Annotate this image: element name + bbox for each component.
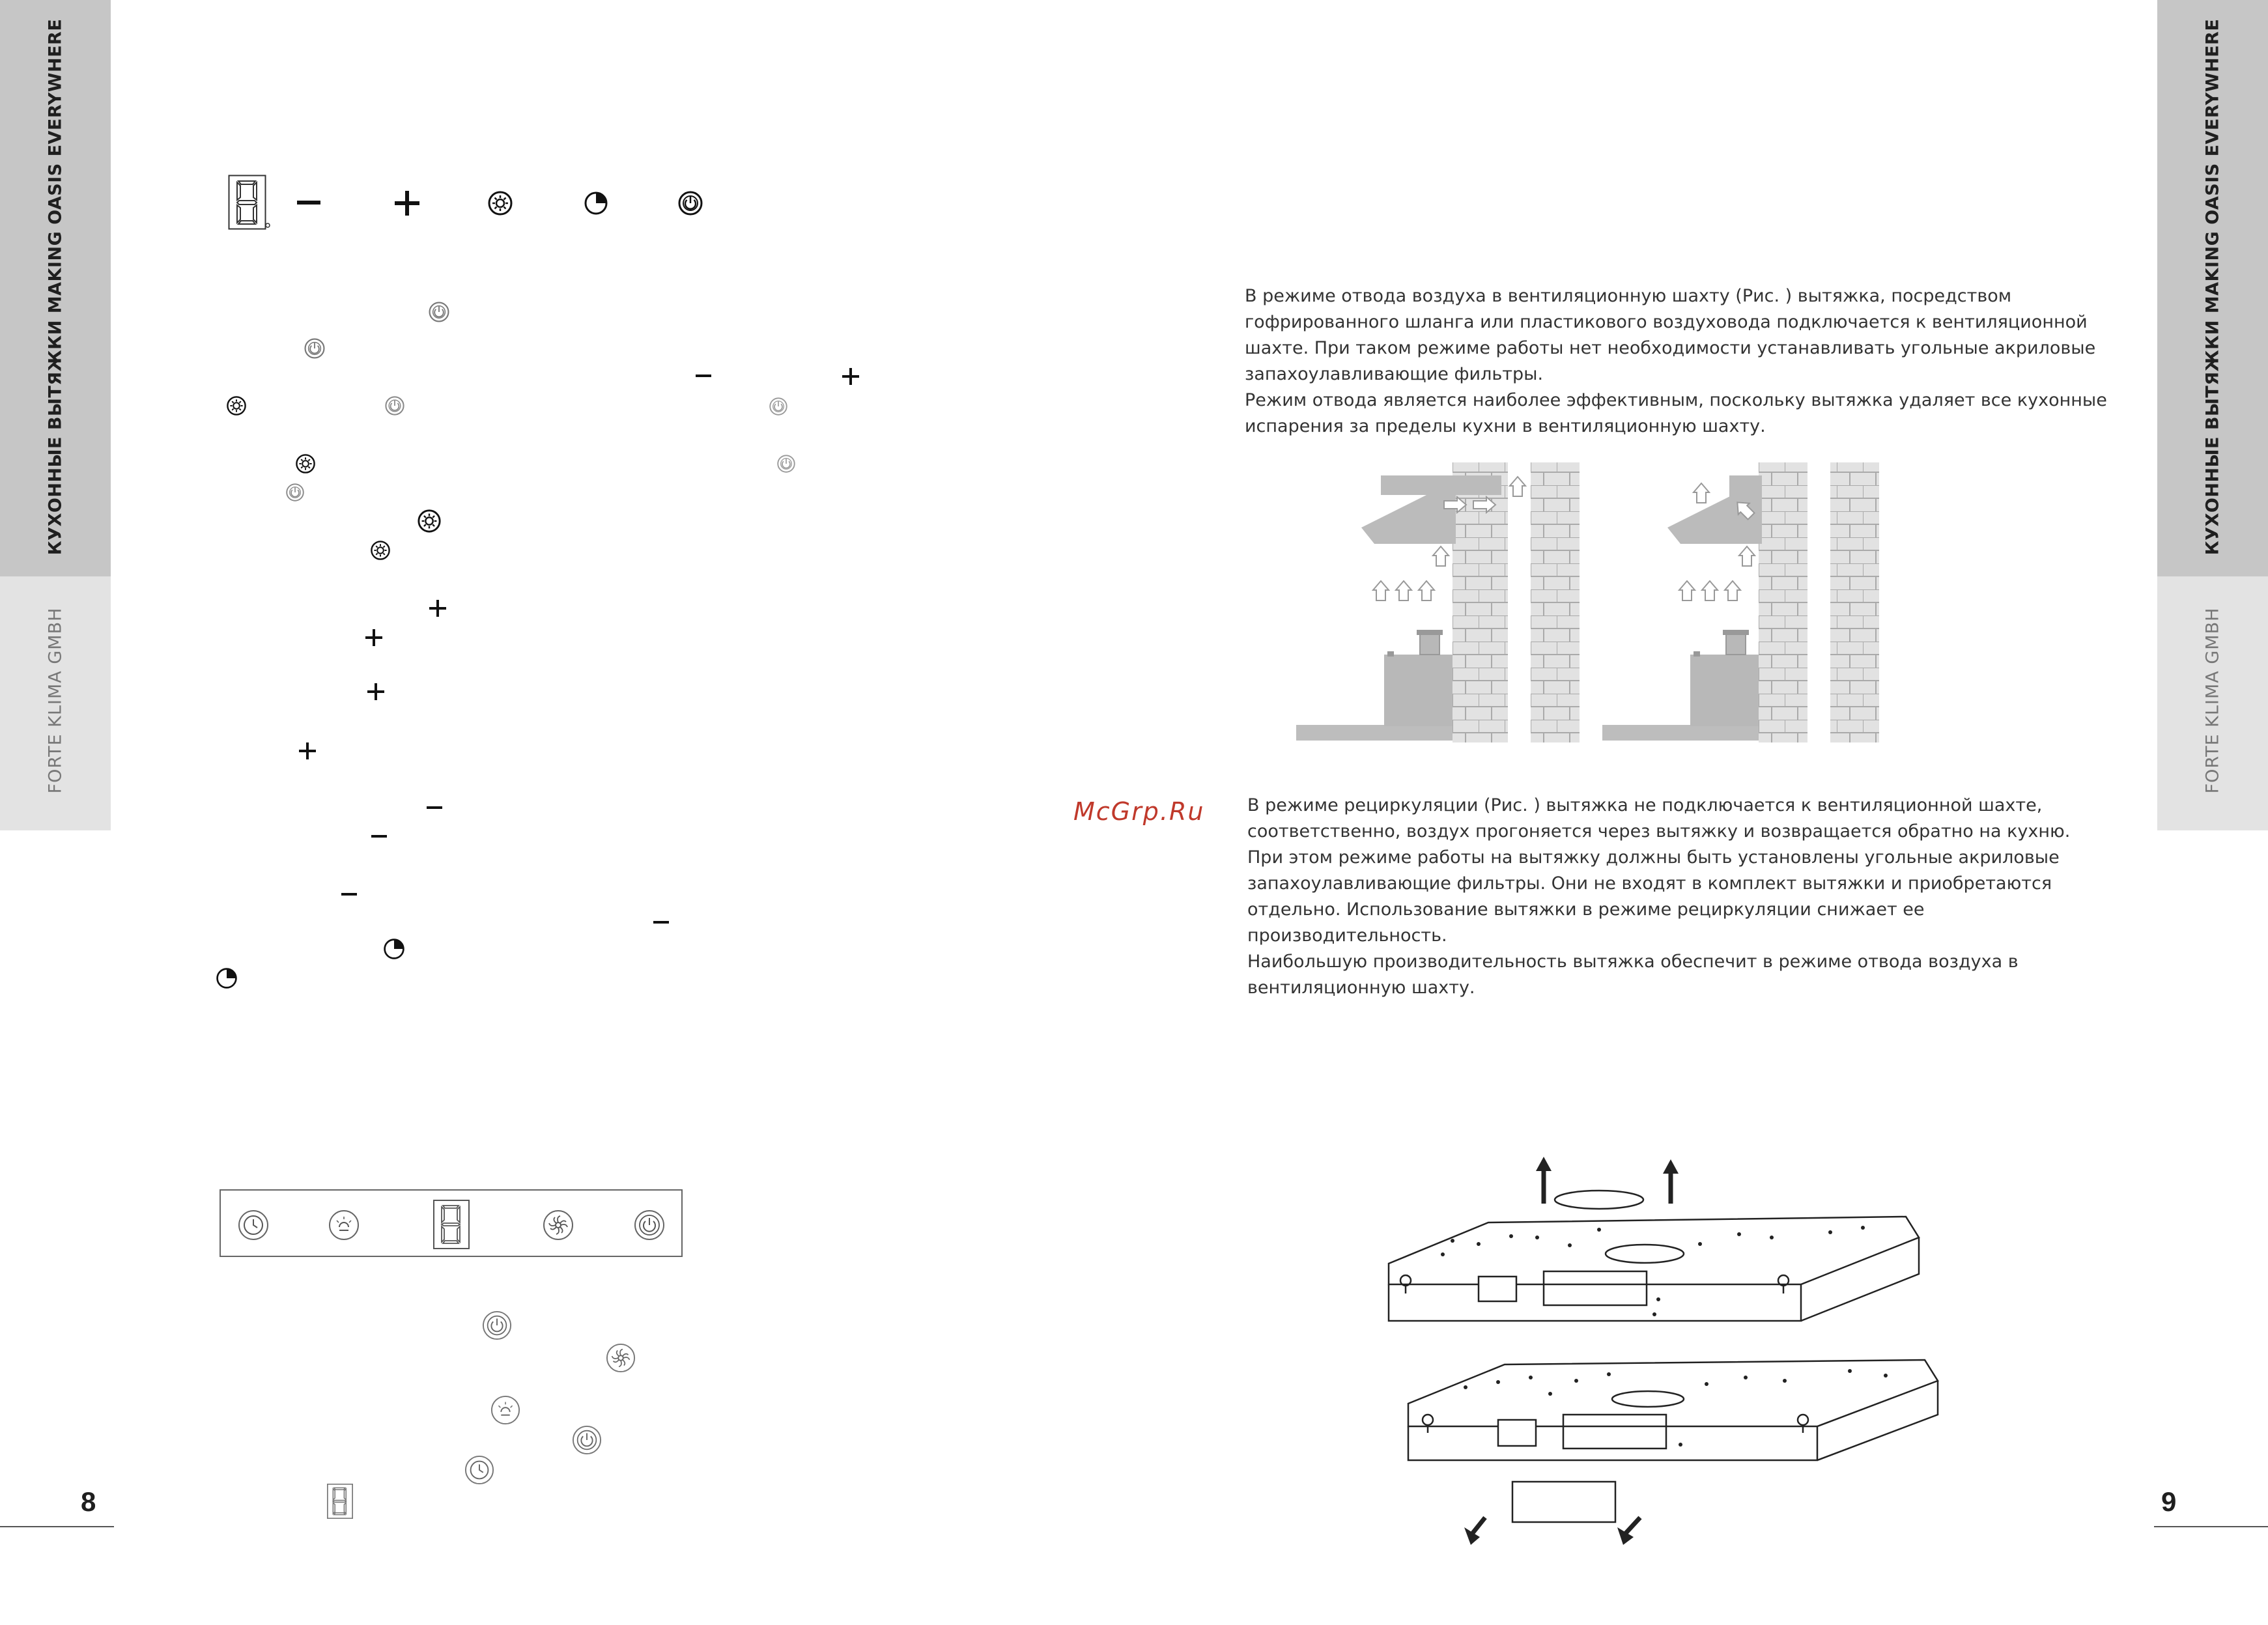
- light-icon: [328, 1209, 360, 1241]
- text-line: гофрированного шланга или пластикового воздуховода подключается к вентиляционной: [1245, 312, 2088, 332]
- light-icon: [295, 453, 316, 474]
- plus-icon: [299, 742, 316, 759]
- recirculation-mode-text: [1247, 793, 2127, 1001]
- text-line: испарения за пределы кухни в вентиляционную шахту.: [1245, 416, 1766, 436]
- text-line: производительность.: [1247, 926, 1447, 946]
- right-page-rule: [2154, 1526, 2268, 1527]
- power-icon: [677, 190, 703, 216]
- light-icon: [370, 540, 391, 561]
- text-line: шахте. При таком режиме работы нет необходимости устанавливать угольные акриловые: [1245, 338, 2096, 358]
- left-page-rule: [0, 1526, 114, 1527]
- seven-segment-display-icon: [327, 1484, 353, 1519]
- left-page-number: 8: [81, 1486, 96, 1517]
- power-icon: [482, 1310, 512, 1340]
- power-icon: [304, 337, 326, 360]
- plus-icon: [395, 191, 419, 216]
- minus-icon: [341, 893, 358, 897]
- power-icon: [572, 1425, 602, 1455]
- watermark: McGrp.Ru: [1073, 797, 1205, 826]
- power-icon: [776, 454, 796, 473]
- left-sidebar-title: КУХОННЫЕ ВЫТЯЖКИ MAKING OASIS EVERYWHERE: [45, 18, 66, 556]
- minus-icon: [427, 806, 444, 810]
- fan-icon: [606, 1343, 636, 1373]
- light-icon: [226, 395, 247, 416]
- light-icon: [417, 509, 442, 533]
- power-icon: [428, 301, 450, 323]
- minus-icon: [371, 835, 388, 839]
- power-icon: [384, 395, 405, 416]
- timer-icon: [215, 967, 238, 990]
- hood-outlet-diagram: [1381, 1153, 1954, 1557]
- fan-icon: [543, 1209, 574, 1241]
- light-icon: [490, 1395, 520, 1425]
- power-icon: [285, 483, 305, 502]
- seven-segment-display-icon: [228, 175, 271, 231]
- timer-icon: [382, 937, 406, 961]
- plus-icon: [429, 600, 446, 617]
- exhaust-mode-diagram: [1296, 459, 1921, 749]
- clock-icon: [238, 1209, 269, 1241]
- text-line: запахоулавливающие фильтры. Они не входят в комплект вытяжки и приобретаются: [1247, 873, 2052, 894]
- text-line: отдельно. Использование вытяжки в режиме рециркуляции снижает ее: [1247, 899, 1925, 920]
- plus-icon: [367, 683, 384, 700]
- plus-icon: [842, 368, 859, 385]
- power-icon: [769, 397, 788, 416]
- right-sidebar-company: FORTE KLIMA GMBH: [2202, 607, 2223, 794]
- left-sidebar-title-tab: [0, 0, 111, 576]
- right-sidebar-title: КУХОННЫЕ ВЫТЯЖКИ MAKING OASIS EVERYWHERE: [2202, 18, 2223, 556]
- minus-icon: [696, 374, 713, 378]
- recirculation-scene: [1602, 462, 1879, 742]
- exhaust-scene: [1296, 462, 1580, 742]
- text-line: При этом режиме работы на вытяжку должны быть установлены угольные акриловые: [1247, 847, 2060, 868]
- timer-icon: [583, 190, 609, 216]
- power-icon: [634, 1209, 665, 1241]
- minus-icon: [297, 201, 323, 206]
- left-sidebar-company-tab: [0, 576, 111, 830]
- right-sidebar-company-tab: [2157, 576, 2268, 830]
- right-page-number: 9: [2161, 1486, 2177, 1517]
- minus-icon: [653, 921, 670, 925]
- light-icon: [487, 190, 513, 216]
- exhaust-mode-text: [1245, 283, 2124, 440]
- text-line: соответственно, воздух прогоняется через вытяжку и возвращается обратно на кухню.: [1247, 821, 2071, 841]
- left-sidebar-company: FORTE KLIMA GMBH: [45, 607, 66, 794]
- text-line: В режиме отвода воздуха в вентиляционную шахту (Рис. ) вытяжка, посредством: [1245, 286, 2012, 306]
- control-panel: [220, 1189, 683, 1257]
- seven-segment-display-icon: [433, 1200, 470, 1249]
- plus-icon: [365, 629, 382, 646]
- text-line: вентиляционную шахту.: [1247, 978, 1475, 998]
- right-sidebar-title-tab: [2157, 0, 2268, 576]
- text-line: запахоулавливающие фильтры.: [1245, 364, 1544, 384]
- text-line: Режим отвода является наиболее эффективным, поскольку вытяжка удаляет все кухонные: [1245, 390, 2107, 410]
- clock-icon: [464, 1455, 494, 1485]
- text-line: Наибольшую производительность вытяжка обеспечит в режиме отвода воздуха в: [1247, 952, 2019, 972]
- text-line: В режиме рециркуляции (Рис. ) вытяжка не подключается к вентиляционной шахте,: [1247, 795, 2043, 815]
